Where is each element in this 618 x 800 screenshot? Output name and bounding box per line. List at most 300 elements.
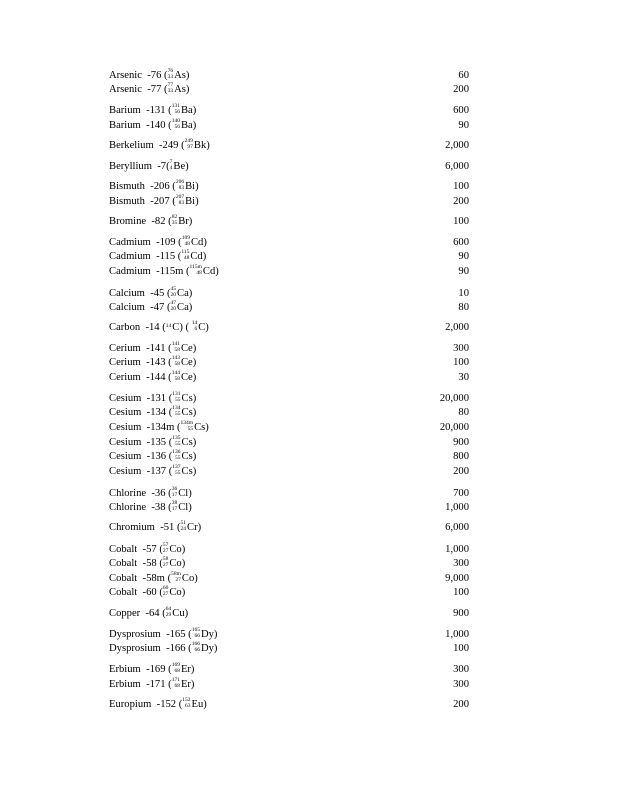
paren-open: ( <box>166 451 173 462</box>
mass-suffix: -14 <box>145 322 160 333</box>
mass-suffix: -165 <box>166 629 186 640</box>
element-name: Cadmium <box>109 237 151 248</box>
element-symbol: Er) <box>180 664 195 675</box>
mass-number: 249 <box>184 138 193 145</box>
atomic-number: 66 <box>194 632 200 639</box>
isotope-label <box>109 642 217 656</box>
element-name: Cadmium <box>109 251 151 262</box>
mass-suffix: -152 <box>156 699 177 710</box>
table-row <box>109 678 469 692</box>
table-row <box>109 392 469 406</box>
isotope-label <box>109 406 196 420</box>
mass-suffix: -143 <box>146 357 166 368</box>
element-name: Cobalt <box>109 544 138 555</box>
atomic-number: 35 <box>171 219 178 226</box>
limit-value: 300 <box>453 343 469 354</box>
mass-number: 141 <box>171 341 180 348</box>
mass-number: 58m <box>171 571 181 578</box>
table-row <box>109 250 469 264</box>
element-symbol: Ce) <box>180 343 197 354</box>
mass-suffix: -60 <box>142 587 157 598</box>
mass-suffix: -206 <box>150 181 170 192</box>
table-row <box>109 406 469 420</box>
element-symbol: Bk) <box>193 140 210 151</box>
paren-open: ( <box>165 357 172 368</box>
table-row <box>109 119 469 133</box>
table-row <box>109 663 469 677</box>
table-row <box>109 356 469 370</box>
paren-open: ( <box>165 216 172 227</box>
isotope-label <box>109 119 196 133</box>
table-row <box>109 557 469 571</box>
table-row <box>109 160 469 174</box>
element-symbol: Er) <box>180 679 195 690</box>
nuclide-numbers <box>172 406 180 417</box>
mass-suffix: -171 <box>146 679 166 690</box>
atomic-number: 27 <box>162 547 169 554</box>
nuclide-numbers <box>172 104 180 115</box>
element-symbol: Dy) <box>200 629 218 640</box>
element-symbol: Br) <box>178 216 193 227</box>
element-symbol: Ca) <box>177 302 193 313</box>
isotope-label <box>109 356 196 370</box>
mass-suffix: -36 <box>151 488 166 499</box>
atomic-number: 20 <box>170 305 177 312</box>
paren-open: ( <box>166 407 173 418</box>
element-symbol: Cs) <box>181 407 197 418</box>
isotope-label <box>109 698 207 712</box>
isotope-notation <box>176 195 199 209</box>
isotope-label <box>109 371 196 385</box>
isotope-label <box>109 236 207 250</box>
isotope-notation <box>182 698 207 712</box>
limit-value: 100 <box>453 643 469 654</box>
atomic-number: 27 <box>162 590 169 597</box>
isotope-notation <box>171 572 198 586</box>
nuclide-numbers <box>172 465 180 476</box>
paren-open: ( <box>165 105 172 116</box>
atomic-number: 97 <box>187 143 193 150</box>
table-row <box>109 543 469 557</box>
isotope-label <box>109 678 194 692</box>
limit-value: 90 <box>458 120 469 131</box>
isotope-notation <box>190 265 219 279</box>
atomic-number: 58 <box>174 360 180 367</box>
isotope-notation <box>163 557 185 571</box>
isotope-label <box>109 195 199 209</box>
nuclide-numbers <box>172 119 180 130</box>
paren-open: ( <box>183 266 190 277</box>
nuclide-numbers <box>171 301 177 312</box>
isotope-notation <box>172 450 196 464</box>
element-name: Cobalt <box>109 573 138 584</box>
atomic-number: 20 <box>170 291 177 298</box>
mass-number: 45 <box>170 286 177 293</box>
nuclide-numbers <box>192 321 198 332</box>
nuclide-numbers <box>171 572 181 583</box>
isotope-label <box>109 160 189 174</box>
isotope-notation <box>172 406 196 420</box>
limit-value: 300 <box>453 679 469 690</box>
paren-open: ( <box>174 522 181 533</box>
element-name: Cerium <box>109 357 141 368</box>
paren-open: ( <box>166 161 170 172</box>
mass-suffix: -140 <box>146 120 166 131</box>
paren-open: ( <box>156 587 163 598</box>
nuclide-numbers <box>172 487 178 498</box>
limit-value: 200 <box>453 466 469 477</box>
isotope-label <box>109 436 196 450</box>
mass-suffix: -58 <box>142 558 157 569</box>
atomic-number: 83 <box>178 199 185 206</box>
atomic-number: 33 <box>167 87 174 94</box>
mass-suffix: -47 <box>150 302 165 313</box>
paren-open: ( <box>164 302 171 313</box>
atomic-number: 6 <box>194 325 198 332</box>
mass-number: 38 <box>171 500 178 507</box>
element-symbol: Ba) <box>180 120 197 131</box>
nuclide-numbers <box>172 501 178 512</box>
nuclide-numbers <box>163 586 169 597</box>
limit-value: 20,000 <box>439 393 469 404</box>
atomic-number: 17 <box>171 505 178 512</box>
table-row <box>109 342 469 356</box>
table-row <box>109 215 469 229</box>
mass-suffix: -144 <box>146 372 166 383</box>
atomic-number: 48 <box>184 240 190 247</box>
isotope-label <box>109 392 196 406</box>
mass-suffix: -45 <box>150 288 165 299</box>
isotope-notation <box>172 342 197 356</box>
element-name: Bromine <box>109 216 147 227</box>
mass-suffix: -249 <box>159 140 179 151</box>
nuclide-numbers <box>192 628 200 639</box>
element-name: Cobalt <box>109 587 138 598</box>
mass-suffix: -136 <box>146 451 167 462</box>
atomic-number: 55 <box>187 425 194 432</box>
element-symbol: Co) <box>169 587 186 598</box>
nuclide-numbers <box>172 678 180 689</box>
isotope-notation <box>172 104 197 118</box>
mass-number: 7 <box>169 159 173 166</box>
mass-number: 206 <box>175 179 185 186</box>
table-row <box>109 104 469 118</box>
isotope-label <box>109 465 196 479</box>
limit-value: 200 <box>453 84 469 95</box>
nuclide-numbers <box>172 450 180 461</box>
isotope-label <box>109 342 196 356</box>
isotope-notation <box>172 392 196 406</box>
isotope-notation <box>181 250 206 264</box>
table-row <box>109 265 469 279</box>
element-name: Chromium <box>109 522 155 533</box>
limit-value: 9,000 <box>445 573 469 584</box>
nuclide-numbers <box>163 543 169 554</box>
isotope-notation <box>172 465 196 479</box>
atomic-number: 48 <box>183 254 190 261</box>
atomic-number: 48 <box>196 269 202 276</box>
mass-suffix: -64 <box>145 608 160 619</box>
paren-open: ( <box>174 422 181 433</box>
nuclide-numbers <box>181 421 194 432</box>
element-name: Cobalt <box>109 558 138 569</box>
isotope-notation <box>172 487 192 501</box>
limit-value: 90 <box>458 251 469 262</box>
nuclide-numbers <box>185 139 193 150</box>
mass-number: 77 <box>167 82 174 89</box>
isotope-notation <box>163 586 185 600</box>
atomic-number: 55 <box>175 469 181 476</box>
element-name: Copper <box>109 608 141 619</box>
mass-number: 143 <box>171 355 180 362</box>
table-row <box>109 139 469 153</box>
element-symbol: Bi) <box>185 196 199 207</box>
element-symbol: Ce) <box>180 357 197 368</box>
element-symbol: Ba) <box>180 105 197 116</box>
element-name: Cadmium <box>109 266 151 277</box>
element-symbol: Dy) <box>200 643 218 654</box>
isotope-label <box>109 215 192 229</box>
atomic-number: 68 <box>174 682 180 689</box>
limit-value: 1,000 <box>445 502 469 513</box>
table-row <box>109 487 469 501</box>
limit-value: 900 <box>453 608 469 619</box>
mass-number: 14 <box>191 320 198 327</box>
element-symbol: Cl) <box>178 502 192 513</box>
atomic-number: 55 <box>175 410 181 417</box>
limit-value: 6,000 <box>445 522 469 533</box>
table-row <box>109 436 469 450</box>
table-row <box>109 321 469 335</box>
element-name: Cesium <box>109 407 142 418</box>
element-symbol: Ca) <box>177 288 193 299</box>
element-name: Dysprosium <box>109 629 161 640</box>
nuclide-numbers <box>171 287 177 298</box>
isotope-notation <box>172 663 195 677</box>
limit-value: 800 <box>453 451 469 462</box>
element-name: Cesium <box>109 451 142 462</box>
mass-suffix: -51 <box>160 522 175 533</box>
isotope-label <box>109 301 192 315</box>
element-name: Erbium <box>109 679 141 690</box>
limit-value: 700 <box>453 488 469 499</box>
atomic-number: 33 <box>167 73 174 80</box>
mass-suffix: -207 <box>150 196 170 207</box>
element-name: Cesium <box>109 393 142 404</box>
mass-suffix: -115m <box>156 266 184 277</box>
isotope-notation <box>168 83 190 97</box>
isotope-label <box>109 487 192 501</box>
isotope-notation <box>182 236 207 250</box>
table-row <box>109 236 469 250</box>
paren-open: ( <box>165 372 172 383</box>
nuclide-numbers <box>181 250 189 261</box>
isotope-notation <box>171 287 193 301</box>
element-symbol: Co) <box>181 573 198 584</box>
paren-open: ( <box>165 664 172 675</box>
table-row <box>109 586 469 600</box>
element-symbol: Cs) <box>181 393 197 404</box>
element-symbol: Eu) <box>191 699 207 710</box>
mass-suffix: -58m <box>142 573 165 584</box>
element-symbol: Cs) <box>181 437 197 448</box>
paren-open: ( <box>159 322 166 333</box>
isotope-label <box>109 321 209 335</box>
isotope-label <box>109 250 206 264</box>
nuclide-numbers <box>172 436 180 447</box>
atomic-number: 24 <box>180 525 187 532</box>
element-name: Beryllium <box>109 161 152 172</box>
limit-value: 600 <box>453 237 469 248</box>
atomic-number: 66 <box>194 646 200 653</box>
element-name: Calcium <box>109 302 145 313</box>
mass-suffix: -137 <box>146 466 167 477</box>
paren-open: ( <box>169 196 176 207</box>
paren-open: ( <box>185 643 192 654</box>
isotope-notation <box>192 321 209 335</box>
mass-number: 152 <box>182 697 191 704</box>
mass-number: 115 <box>181 249 190 256</box>
element-symbol: Co) <box>169 544 186 555</box>
isotope-label <box>109 586 185 600</box>
mass-number: 136 <box>172 449 181 456</box>
mass-number: 171 <box>171 677 180 684</box>
element-symbol: Cd) <box>202 266 219 277</box>
nuclide-numbers <box>168 83 174 94</box>
element-name: Barium <box>109 105 141 116</box>
isotope-label <box>109 628 217 642</box>
limit-value: 20,000 <box>439 422 469 433</box>
nuclide-numbers <box>182 236 190 247</box>
limit-value: 300 <box>453 558 469 569</box>
nuclide-numbers <box>168 69 174 80</box>
isotope-notation <box>181 421 209 435</box>
isotope-notation <box>166 607 188 621</box>
limit-value: 10 <box>458 288 469 299</box>
isotope-label <box>109 543 185 557</box>
mass-number: 134m <box>180 420 194 427</box>
isotope-notation <box>166 321 189 335</box>
isotope-notation <box>181 521 202 535</box>
isotope-label <box>109 521 201 535</box>
atomic-number: 58 <box>174 375 180 382</box>
nuclide-numbers <box>172 215 178 226</box>
mass-number: 166 <box>191 641 200 648</box>
table-row <box>109 180 469 194</box>
table-row <box>109 83 469 97</box>
element-symbol: C) ( <box>172 322 190 333</box>
nuclide-numbers <box>176 195 184 206</box>
atomic-number: 55 <box>175 454 181 461</box>
paren-open: ( <box>166 393 173 404</box>
isotope-label <box>109 287 192 301</box>
isotope-label <box>109 501 192 515</box>
limit-value: 100 <box>453 216 469 227</box>
mass-number: 109 <box>181 235 190 242</box>
mass-number: 137 <box>172 464 181 471</box>
mass-number: 134 <box>172 405 181 412</box>
atomic-number: 55 <box>175 396 181 403</box>
atomic-number: 29 <box>165 611 172 618</box>
mass-number: 82 <box>171 214 178 221</box>
paren-open: ( <box>165 679 172 690</box>
element-name: Cerium <box>109 372 141 383</box>
isotope-label <box>109 450 196 464</box>
element-name: Erbium <box>109 664 141 675</box>
nuclide-numbers <box>192 642 200 653</box>
isotope-label <box>109 139 210 153</box>
table-row <box>109 642 469 656</box>
mass-suffix: -131 <box>146 393 167 404</box>
table-row <box>109 607 469 621</box>
mass-number: 131 <box>171 103 180 110</box>
element-name: Cesium <box>109 437 142 448</box>
limit-value: 6,000 <box>445 161 469 172</box>
mass-number: 135 <box>172 435 181 442</box>
mass-number: 131 <box>172 391 181 398</box>
element-symbol: Cs) <box>181 451 197 462</box>
nuclide-numbers <box>172 392 180 403</box>
element-symbol: C) <box>198 322 209 333</box>
isotope-notation <box>172 215 193 229</box>
paren-open: ( <box>169 181 176 192</box>
mass-suffix: -57 <box>142 544 157 555</box>
limit-value: 1,000 <box>445 629 469 640</box>
atomic-number: 58 <box>174 346 180 353</box>
mass-number: 144 <box>171 370 180 377</box>
element-name: Cesium <box>109 466 142 477</box>
nuclide-numbers <box>182 698 190 709</box>
paren-open: ( <box>175 237 182 248</box>
element-symbol: Bi) <box>185 181 199 192</box>
limit-value: 2,000 <box>445 140 469 151</box>
nuclide-numbers <box>172 663 180 674</box>
table-row <box>109 195 469 209</box>
limit-value: 30 <box>458 372 469 383</box>
mass-number: 58 <box>162 556 169 563</box>
element-symbol: Cr) <box>187 522 202 533</box>
mass-number: 57 <box>162 542 169 549</box>
isotope-notation <box>172 371 197 385</box>
mass-suffix: -109 <box>156 237 176 248</box>
mass-number: 76 <box>167 68 174 75</box>
element-symbol: Cl) <box>178 488 192 499</box>
atomic-number: 27 <box>175 576 181 583</box>
isotope-notation <box>163 543 185 557</box>
limit-value: 200 <box>453 196 469 207</box>
element-name: Chlorine <box>109 488 147 499</box>
isotope-label <box>109 69 189 83</box>
element-name: Dysprosium <box>109 643 161 654</box>
nuclide-numbers <box>176 180 184 191</box>
atomic-number: 56 <box>174 123 180 130</box>
element-symbol: Cu) <box>172 608 189 619</box>
table-row <box>109 521 469 535</box>
mass-number: 115m <box>189 264 202 271</box>
limit-value: 80 <box>458 407 469 418</box>
limit-value: 60 <box>458 70 469 81</box>
mass-suffix: -169 <box>146 664 166 675</box>
limit-value: 90 <box>458 266 469 277</box>
element-name: Berkelium <box>109 140 154 151</box>
paren-open: ( <box>178 140 185 151</box>
isotope-label <box>109 83 189 97</box>
limit-value: 300 <box>453 664 469 675</box>
isotope-notation <box>176 180 199 194</box>
nuclide-numbers <box>172 371 180 382</box>
limit-value: 2,000 <box>445 322 469 333</box>
paren-open: ( <box>175 251 182 262</box>
